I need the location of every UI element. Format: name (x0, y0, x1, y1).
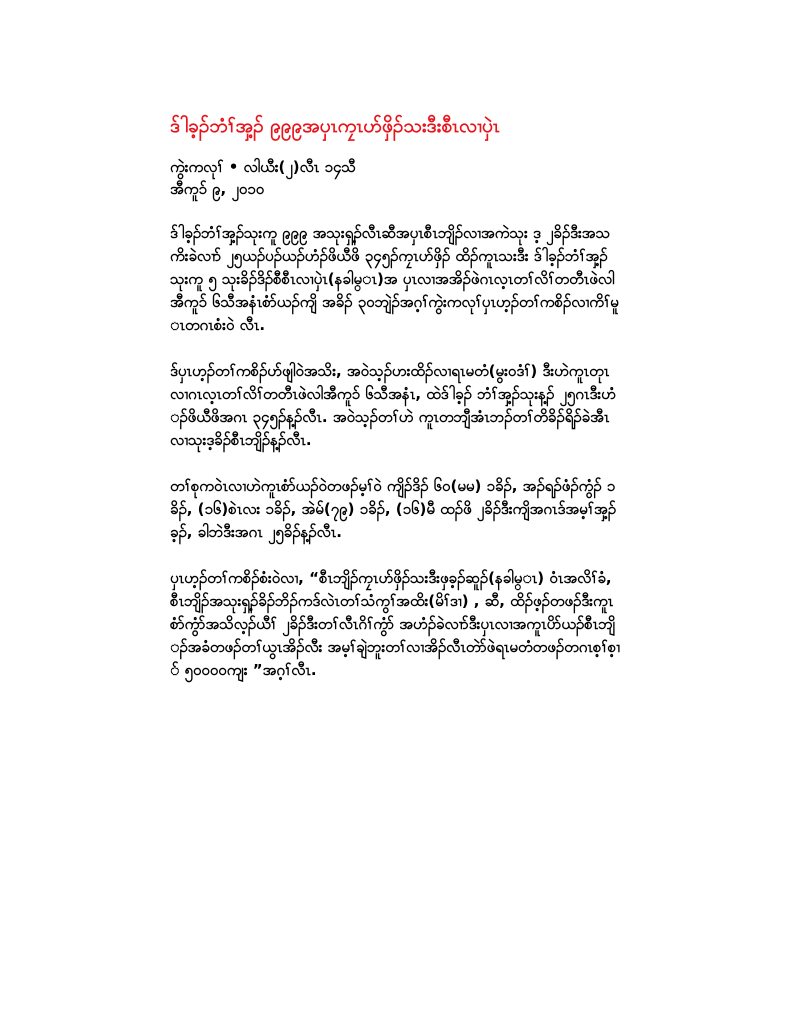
article (170, 112, 620, 705)
article-paragraph-2: ဒ်ပှၤဟ့ၣ်တၢ်ကစိၣ်ဟ်ဖျါဝဲအသိး, အဝဲသ့ၣ်ဟးထိၣ်လၢရၤမတံ(မွးဝဒံၢ်) ဒီးဟဲကူၤတုၤလၢဂၤလ့ၤတၢ်လိၢ်တတီၤဖဲလါအီကူၥ် ၆သီအနံၤ, ထဲဒ်ါခ့ၣ် ဘံၢ်အှ့ၣ်သုးန့ၣ် ၂၅ဂၤဒီးဟံၣ်ဖိယီဖိအဂၤ ၃၄၅ၣ်န့ၣ်လီၤ. အဝဲသ့ၣ်တၢ်ဟဲ ကူၤတဘျီအံၤဘၣ်တၢ်တိခိၣ်ရိၣ်ခဲအီၤလၢသုးဒ့ခိၣ်စီၤဘျိၣ်န့ၣ်လီၤ. (170, 362, 616, 449)
article-paragraph-4: ပှၤဟ့ၣ်တၢ်ကစိၣ်စံးဝဲလၢ, “စီၤဘျိၣ်ကၠၤဟ်ဖှိၣ်သးဒီးဖှခ့ၣ်ဆူၣ်(နခါမ္ၤ) ဝံၤအလိၢ်ခံ, စီၤဘျိၣ်အသုးရှ့ၣ်ခိၣ်ဘိၣ်ကဒ်လဲၤတၢ်သံကွၢ်အထိး(မိၢ်ဒၢ) , ဆီ, ထိၣ်ဖ့ၣ်တဖၣ်ဒီးကူၤစံာ်ကွံာ်အသိလ့ၣ်ယီၢ် ၂ခိၣ်ဒီးတၢ်လီၤဂိၢ်ကွံာ် အဟံၣ်ခဲလၢာ်ဒီးပှၤလၢအကူၤပိာ်ယၣ်စီၤဘျိၣ်အခံတဖၣ်တၢ်ယွၤအိၣ်လီး အမ့ၢ်ချဲဘူးတၢ်လၢအိၣ်လီၤတဲာ်ဖဲရၤမတံတဖၣ်တဂၤစ့ၢ်စ့ၢ် ၅၀၀၀၀ကျး ”အဂ့ၢ်လီၤ. (170, 569, 620, 679)
article-paragraph-1: ဒ်ါခ့ၣ်ဘံၢ်အှ့ၣ်သုးကူ ၉၉၉ အသုးရှ့ၣ်လီၤဆီအပှၤစီၤဘျိၣ်လၢအကဲသုး ဒ့ ၂ခိၣ်ဒီးအသကိးခဲလၢာ် ၂၅ယၣ်ပၣ်ယၣ်ဟံၣ်ဖိယီဖိ ၃၄၅ၣ်ကၠၤဟ်ဖှိၣ် ထိၣ်ကူၤသးဒီး ဒ်ါခ့ၣ်ဘံၢ်အှ့ၣ်သုးကူ ၅ သုးခိၣ်ဒိၣ်စီစီၤလၢပှဲၤ(နခါမ္ၤ)အ ပှၤလၢအအိၣ်ဖဲဂၤလ့ၤတၢ်လိၢ်တတီၤဖဲလါအီကူၥ် ၆သီအနံၤစံာ်ယၣ်ကျိ အခိၣ် ၃၀ဘျဲၣ်အဂ့ၢ်ကွဲးကလုၢ်ပှၤဟ့ၣ်တၢ်ကစိၣ်လၢကိၢ်မူၤတဂၤစံးဝဲ လီၤ. (170, 224, 619, 334)
article-paragraph-3: တၢ်စုကဝဲၤလၢဟဲကူၤစံာ်ယၣ်ဝဲတဖၣ်မ့ၢ်ဝဲ ကျိၣ်ဒိၣ် ၆၀(မမ) ၁ခိၣ်, အၣ်ရၣ်ဖံၣ်ကွံၣ် ၁ခိၣ်, (၁၆)စဲၤလး ၁ခိၣ်, အဲမ်(၇၉) ၁ခိၣ်, (၁၆)မီ ထၣ်ဖိ ၂ခိၣ်ဒီးကျိအဂၤဒ်အမ့ၢ်အှ့ၣ်ခ့ၣ်, ခါဘဲဒီးအဂၤ ၂၅ခိၣ်န့ၣ်လီၤ. (170, 477, 617, 541)
byline-author: ကွဲးကလုၢ် • လါယီး(၂)လီၤ ၁၄သီ (170, 158, 356, 176)
byline-date: အီကူၥ် ၉, ၂၀၁၀ (170, 180, 265, 198)
article-byline (170, 156, 620, 200)
article-title: ဒ်ါခ့ၣ်ဘံၢ်အှ့ၣ် ၉၉၉အပှၤကၠၤဟ်ဖှိၣ်သးဒီးစီၤလၢပှဲၤ (170, 115, 500, 137)
